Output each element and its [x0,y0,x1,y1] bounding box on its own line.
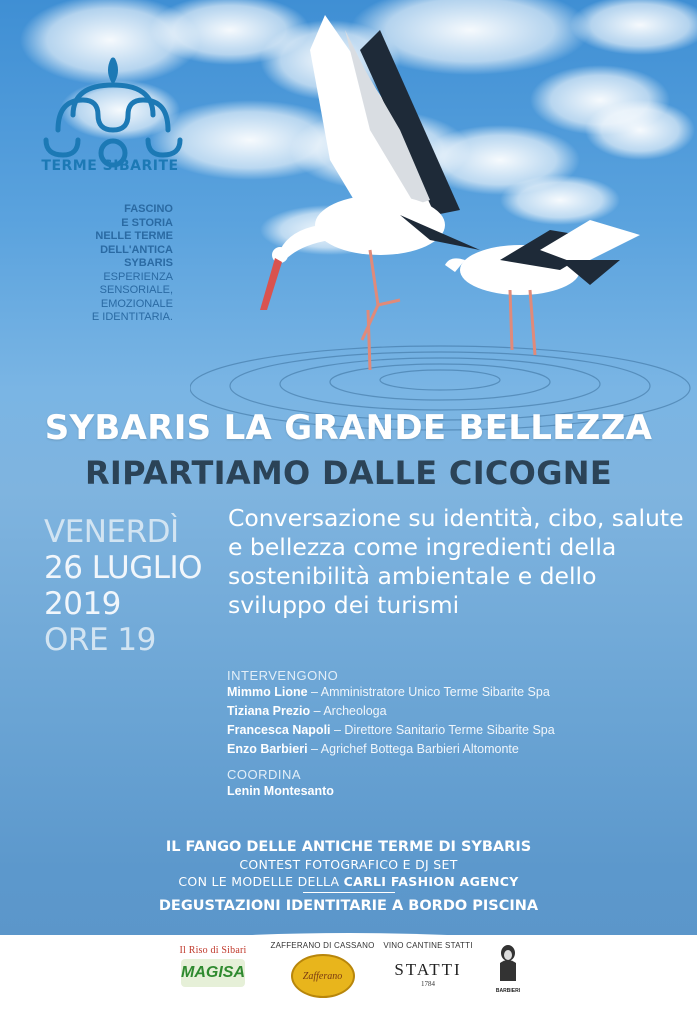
brand-tagline [92,203,173,325]
coordinator-name-text: Lenin Montesanto [227,784,334,798]
divider [303,892,395,893]
coordinator-name [227,782,687,801]
tagline-line: E IDENTITARIA. [91,311,173,323]
barbieri-portrait-icon [497,943,519,983]
statti-year: 1784 [421,980,435,988]
tagline-line: FASCINO [124,203,173,215]
speaker-item [227,683,687,702]
tagline-line: E STORIA [121,216,173,229]
speaker-name: Tiziana Prezio [227,704,311,718]
coordinator-label: COORDINA [227,767,302,782]
event-subtitle: RIPARTIAMO DALLE CICOGNE [84,454,612,492]
sponsors-footer [0,935,697,1024]
events-section [0,838,697,916]
sponsor-zafferano [270,941,375,998]
barbieri-label: BARBIERI [495,988,521,994]
event-line-tasting: DEGUSTAZIONI IDENTITARIE A BORDO PISCINA [158,898,539,914]
speaker-name: Mimmo Lione [227,685,308,699]
event-day: VENERDÌ [44,514,179,550]
event-date-value: 26 LUGLIO [44,550,203,586]
sponsor-barbieri [490,943,526,994]
speaker-role: – Agrichef Bottega Barbieri Altomonte [307,742,519,756]
speaker-item [227,721,687,740]
speaker-name: Francesca Napoli [227,723,331,737]
sponsor-label: ZAFFERANO DI CASSANO [270,941,375,950]
event-line-models [0,873,697,890]
conversation-description: Conversazione su identità, cibo, salute e bellezza come ingredienti della sostenibilità ambientale e dello sviluppo dei turismi [228,504,684,619]
tagline-line: EMOZIONALE [100,297,173,310]
statti-logo: STATTI [394,960,462,979]
event-date [44,514,202,658]
speaker-name: Enzo Barbieri [227,742,308,756]
sponsor-label: Il Riso di Sibari [179,945,247,956]
speakers-section [227,668,687,801]
tagline-line: ESPERIENZA [103,270,173,283]
speaker-role: – Archeologa [310,704,387,718]
event-title: SYBARIS LA GRANDE BELLEZZA [44,408,653,448]
sponsor-label: VINO CANTINE STATTI [383,941,473,950]
storks-illustration [250,10,670,400]
speakers-label: INTERVENGONO [227,668,339,683]
sponsor-riso-sibari [168,945,258,987]
event-time: ORE 19 [44,622,156,658]
magisa-logo-text: MAGISA [181,964,245,981]
event-line-contest: CONTEST FOTOGRAFICO E DJ SET [239,857,458,872]
speaker-role: – Amministratore Unico Terme Sibarite Spa [307,685,550,699]
brand-logo-text: TERME SIBARITE [41,158,179,174]
speaker-role: – Direttore Sanitario Terme Sibarite Spa [330,723,555,737]
tagline-line: SYBARIS [124,257,173,269]
event-line-mud: IL FANGO DELLE ANTICHE TERME DI SYBARIS [165,839,532,855]
magisa-logo [181,959,245,987]
zafferano-logo-text: Zafferano [302,970,343,982]
stork-left [260,15,480,370]
tagline-line: NELLE TERME [95,230,173,242]
speaker-item [227,740,687,759]
sponsor-statti [383,941,473,988]
tagline-line: SENSORIALE, [99,284,173,296]
agency-name: CARLI FASHION AGENCY [343,874,519,889]
models-text: CON LE MODELLE DELLA [178,874,344,889]
speaker-item [227,702,687,721]
event-year: 2019 [44,586,121,622]
tagline-line: DELL'ANTICA [100,243,173,256]
stork-right [445,220,640,355]
zafferano-logo [291,954,355,998]
